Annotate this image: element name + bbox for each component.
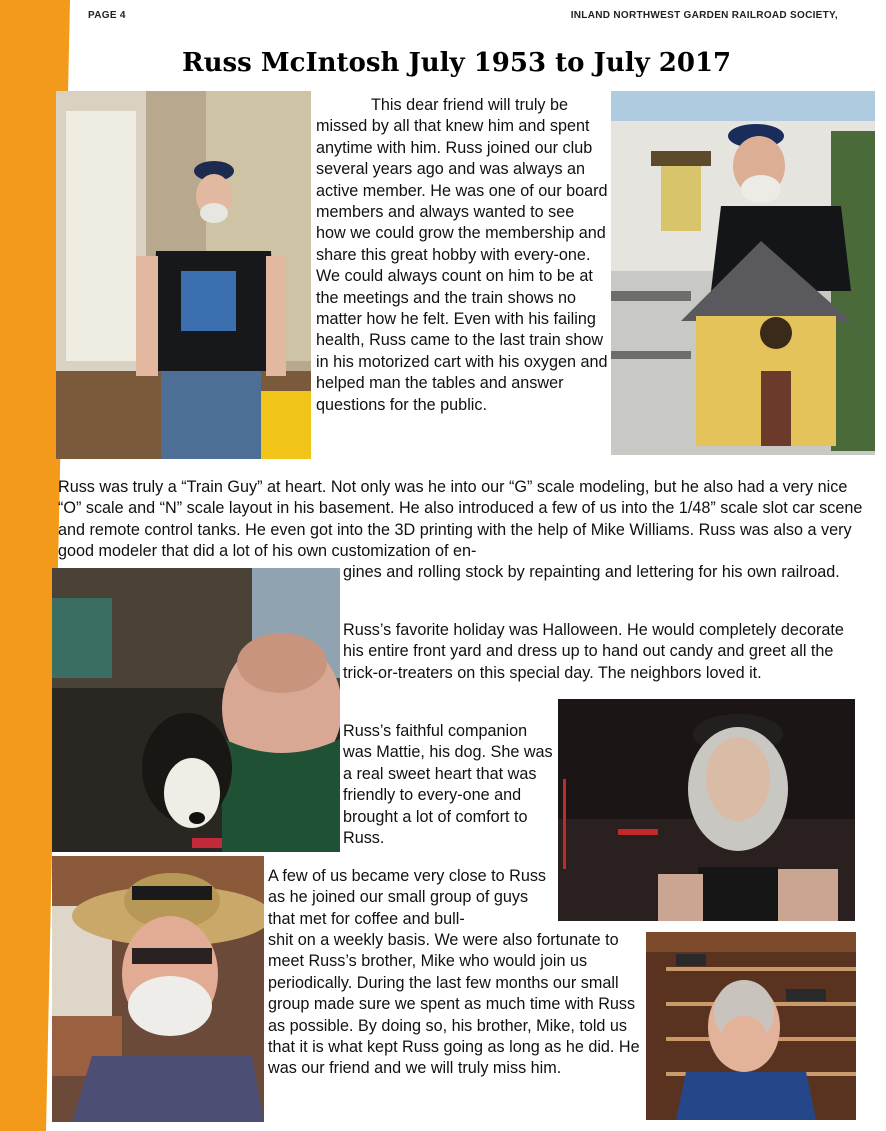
paragraph-train-guy: Russ was truly a “Train Guy” at heart. Not only was he into our “G” scale modeling, but he also had a very nice “O” scale and “N” scale layout in his basement. He also introduced a few of us into the 1/48” scale slot car scene and remote control tanks. He even got into the 3D printing with the help of Mike Williams. Russ was also a very good modeler that did a lot of his own customization of en-	[58, 478, 863, 561]
page-number: PAGE 4	[88, 10, 126, 21]
paragraph-coffee-group-continued: shit on a weekly basis. We were also fortunate to meet Russ’s brother, Mike who would join us periodically. During the last few months our small group made sure we spent as much time with Russ as possible. By doing so, his brother, Mike, told us that it is what kept Russ going as long as he did. He was our friend and we will truly miss him.	[268, 931, 640, 1078]
photo-russ-with-dog	[52, 568, 340, 852]
photo-russ-garden-railroad	[611, 91, 875, 455]
photo-russ-halloween	[558, 699, 855, 921]
photo-russ-straw-hat	[52, 856, 264, 1122]
paragraph-train-guy-continued: gines and rolling stock by repainting and lettering for his own railroad.	[343, 563, 840, 581]
photo-russ-indoors	[56, 91, 311, 459]
paragraph-coffee-group: A few of us became very close to Russ as he joined our small group of guys that met for coffee and bull-	[268, 867, 547, 928]
org-name: INLAND NORTHWEST GARDEN RAILROAD SOCIETY,	[570, 10, 838, 21]
paragraph-halloween: Russ’s favorite holiday was Halloween. He would completely decorate his entire front yard and dress up to hand out candy and greet all the trick-or-treaters on this special day. The neighbors loved it.	[343, 621, 844, 682]
photo-russ-train-room	[646, 932, 856, 1120]
paragraph-mattie: Russ’s faithful companion was Mattie, his dog. She was a real sweet heart that was friendly to every-one and brought a lot of comfort to Russ.	[343, 722, 553, 848]
paragraph-intro: This dear friend will truly be missed by all that knew him and spent anytime with him. Russ joined our club several years ago and was always an active member. He was one of our board members and always wanted to see how we could grow the membership and share this great hobby with every-one. We could always count on him to be at the meetings and the train shows no matter how he felt. Even with his failing health, Russ came to the last train show in his motorized cart with his oxygen and helped man the tables and answer questions for the public.	[316, 96, 608, 414]
page-title: Russ McIntosh July 1953 to July 2017	[182, 48, 732, 78]
